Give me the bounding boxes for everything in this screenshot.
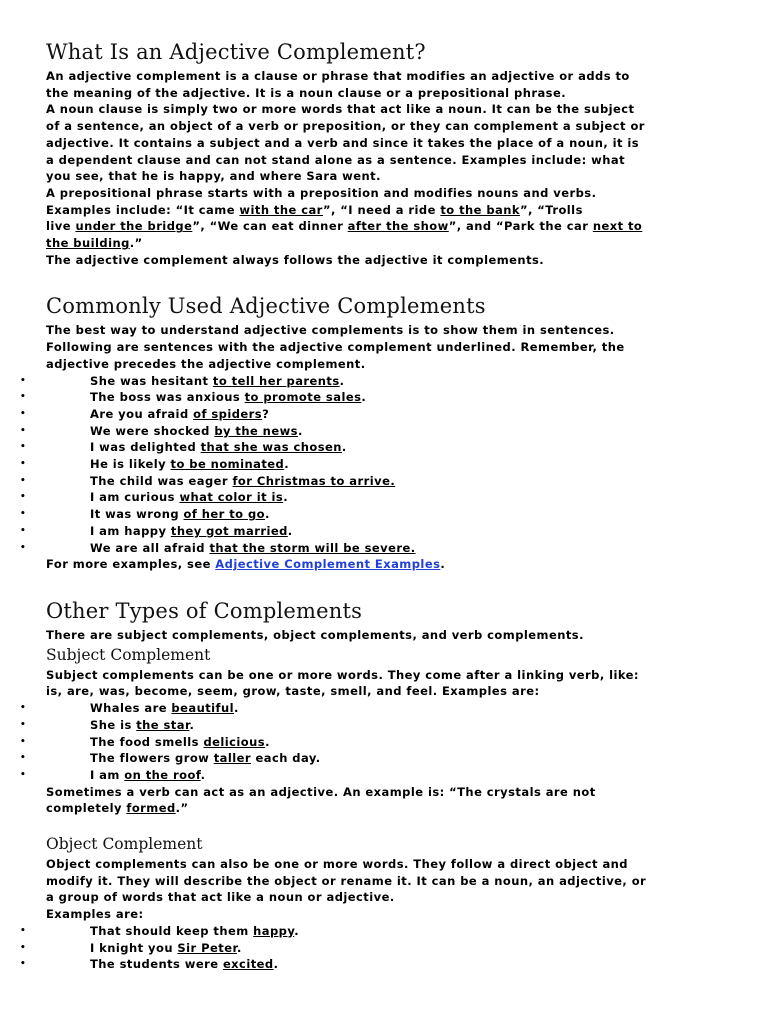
text-run: The food smells [90, 734, 204, 749]
text-run: . [265, 734, 270, 749]
text-run: The child was eager [90, 473, 233, 488]
paragraph-line [46, 667, 726, 684]
text-run: Sometimes a verb can act as an adjective. An example is: “The crystals are not [46, 784, 596, 799]
text-run: . [284, 457, 290, 472]
text-run: I am [90, 767, 125, 782]
text-run: It was wrong [90, 507, 184, 522]
text-run: . [287, 523, 293, 538]
text-run: completely [46, 801, 127, 816]
section-title-other-types: Other Types of Complements [46, 598, 363, 623]
text-run: . [200, 767, 206, 782]
text-run: I was delighted [90, 440, 201, 455]
text-run: of a sentence, an object of a verb or preposition, or they can complement a subject or [46, 119, 645, 134]
list-item [20, 423, 726, 440]
text-run: live [46, 219, 76, 234]
text-run: I am happy [90, 523, 171, 538]
underlined-complement: of her to go [183, 507, 265, 522]
text-run: a group of words that act like a noun or adjective. [46, 890, 395, 905]
text-run: That should keep them [90, 923, 254, 938]
text-run: The boss was anxious [90, 390, 245, 405]
bullet-icon: • [20, 959, 27, 970]
list-item [20, 540, 726, 557]
bullet-icon: • [20, 703, 27, 714]
underlined-complement: to the bank [440, 202, 520, 217]
text-run: . [361, 390, 367, 405]
bullet-icon: • [20, 769, 27, 780]
underlined-complement: that the storm will be severe. [209, 540, 416, 555]
text-run: A noun clause is simply two or more words that act like a noun. It can be the subject [46, 102, 635, 117]
text-run: Following are sentences with the adjective complement underlined. Remember, the [46, 340, 625, 355]
paragraph-line [46, 85, 726, 102]
paragraph-line [46, 322, 726, 339]
paragraph-line [46, 889, 726, 906]
text-run: a dependent clause and can not stand alone as a sentence. Examples include: what [46, 152, 626, 167]
paragraph-line [46, 68, 726, 85]
text-run: Object complements can also be one or more words. They follow a direct object and [46, 857, 628, 872]
paragraph-line [46, 185, 726, 202]
text-run: is, are, was, become, seem, grow, taste, smell, and feel. Examples are: [46, 684, 540, 699]
text-run: you see, that he is happy, and where Sara went. [46, 169, 381, 184]
paragraph-line [46, 683, 726, 700]
bullet-icon: • [20, 475, 27, 486]
list-item [20, 373, 726, 390]
more-examples-prefix: For more examples, see [46, 557, 216, 572]
text-run: . [341, 440, 347, 455]
list-item [20, 940, 726, 957]
underlined-complement: to promote sales [244, 390, 362, 405]
paragraph-line [46, 101, 726, 118]
paragraph-line [46, 135, 726, 152]
text-run: I am curious [90, 490, 180, 505]
text-run: Examples include: “It came [46, 202, 240, 217]
underlined-complement: they got married [170, 523, 288, 538]
text-run: modify it. They will describe the object or rename it. It can be a noun, an adjective, or [46, 873, 647, 888]
text-run: ? [262, 406, 270, 421]
list-item [20, 523, 726, 540]
bullet-icon: • [20, 442, 27, 453]
underlined-complement: taller [213, 751, 252, 766]
bullet-icon: • [20, 525, 27, 536]
text-run: . [265, 507, 270, 522]
list-item [20, 717, 726, 734]
bullet-icon: • [20, 925, 27, 936]
text-run: adjective precedes the adjective complement. [46, 356, 366, 371]
underlined-complement: for Christmas to arrive. [232, 473, 396, 488]
underlined-complement: after the show [347, 219, 449, 234]
paragraph-line [46, 356, 726, 373]
text-run: Subject complements can be one or more words. They come after a linking verb, like: [46, 667, 639, 682]
list-item [20, 489, 726, 506]
subject-complement-examples-list [20, 700, 726, 784]
text-run: An adjective complement is a clause or phrase that modifies an adjective or adds to [46, 69, 630, 83]
list-item [20, 439, 726, 456]
underlined-complement: with the car [239, 202, 324, 217]
text-run: the meaning of the adjective. It is a noun clause or a prepositional phrase. [46, 85, 567, 100]
list-item [20, 389, 726, 406]
paragraph-line [46, 873, 726, 890]
bullet-icon: • [20, 942, 27, 953]
text-run: Examples are: [46, 907, 144, 922]
list-item [20, 923, 726, 940]
text-run: . [273, 957, 279, 972]
text-run: . [236, 940, 242, 955]
list-item [20, 956, 726, 973]
text-run: He is likely [90, 457, 171, 472]
underlined-complement: formed [126, 801, 176, 816]
underlined-complement: what color it is [179, 490, 284, 505]
underlined-complement: on the roof [124, 767, 201, 782]
more-examples-suffix: . [440, 557, 446, 572]
underlined-complement: beautiful [171, 701, 235, 716]
subsection-title-object-complement: Object Complement [46, 835, 203, 854]
paragraph-line [46, 118, 726, 135]
text-run: She is [90, 717, 137, 732]
section1-body [46, 68, 726, 268]
text-run: We were shocked [90, 423, 215, 438]
text-run: She was hesitant [90, 373, 213, 388]
text-run: ”, “I need a ride [323, 202, 441, 217]
list-item [20, 406, 726, 423]
underlined-complement: the star [136, 717, 190, 732]
text-run: each day. [251, 751, 321, 766]
text-run: . [297, 423, 303, 438]
underlined-complement: happy [253, 923, 295, 938]
underlined-complement: next to [592, 219, 643, 234]
list-item [20, 700, 726, 717]
paragraph-line [46, 168, 726, 185]
bullet-icon: • [20, 509, 27, 520]
text-run: . [189, 717, 195, 732]
bullet-icon: • [20, 542, 27, 553]
text-run: We are all afraid [90, 540, 210, 555]
text-run: ”, “We can eat dinner [192, 219, 348, 234]
underlined-complement: the building [46, 236, 130, 251]
paragraph-line [46, 218, 726, 235]
section-title-what-is: What Is an Adjective Complement? [46, 40, 426, 64]
paragraph-line [46, 252, 726, 269]
paragraph-line [46, 906, 726, 923]
bullet-icon: • [20, 736, 27, 747]
text-run: The flowers grow [90, 751, 214, 766]
bullet-icon: • [20, 392, 27, 403]
underlined-complement: Sir Peter [177, 940, 237, 955]
paragraph-line [46, 784, 726, 801]
object-complement-examples-list [20, 923, 726, 973]
subsection-title-subject-complement: Subject Complement [46, 645, 211, 664]
text-run: . [234, 701, 239, 716]
text-run: .” [175, 801, 189, 816]
underlined-complement: that she was chosen [200, 440, 342, 455]
text-run: There are subject complements, object complements, and verb complements. [46, 627, 584, 642]
text-run: The students were [90, 957, 223, 972]
bullet-icon: • [20, 425, 27, 436]
underlined-complement: under the bridge [75, 219, 193, 234]
list-item [20, 473, 726, 490]
text-run: The best way to understand adjective complements is to show them in sentences. [46, 323, 615, 338]
paragraph-line [46, 856, 726, 873]
text-run: I knight you [90, 940, 178, 955]
underlined-complement: delicious [203, 734, 266, 749]
paragraph-line [46, 627, 726, 644]
bullet-icon: • [20, 459, 27, 470]
text-run: . [339, 373, 345, 388]
text-run: ”, and “Park the car [448, 219, 593, 234]
subject-after [46, 784, 726, 817]
adjective-complement-examples-list [20, 373, 726, 557]
list-item [20, 734, 726, 751]
paragraph-line [46, 800, 726, 817]
more-examples-line [46, 556, 726, 573]
bullet-icon: • [20, 375, 27, 386]
adjective-complement-examples-link[interactable]: Adjective Complement Examples [215, 557, 441, 572]
document-page [20, 36, 726, 973]
text-run: .” [129, 236, 143, 251]
bullet-icon: • [20, 753, 27, 764]
underlined-complement: by the news [214, 423, 298, 438]
list-item [20, 456, 726, 473]
text-run: . [283, 490, 289, 505]
section-title-commonly-used: Commonly Used Adjective Complements [46, 294, 486, 319]
subject-intro [46, 667, 726, 700]
section3-intro [46, 627, 726, 644]
section2-intro [46, 322, 726, 372]
underlined-complement: of spiders [193, 406, 263, 421]
text-run: Whales are [90, 701, 172, 716]
underlined-complement: to tell her parents [212, 373, 340, 388]
paragraph-line [46, 235, 726, 252]
text-run: ”, “Trolls [520, 202, 583, 217]
list-item [20, 767, 726, 784]
text-run: . [294, 923, 300, 938]
text-run: adjective. It contains a subject and a verb and since it takes the place of a noun, it is [46, 135, 640, 150]
paragraph-line [46, 339, 726, 356]
bullet-icon: • [20, 492, 27, 503]
text-run: Are you afraid [90, 406, 194, 421]
paragraph-line [46, 152, 726, 169]
list-item [20, 750, 726, 767]
text-run: A prepositional phrase starts with a preposition and modifies nouns and verbs. [46, 185, 597, 200]
underlined-complement: excited [222, 957, 274, 972]
text-run: The adjective complement always follows the adjective it complements. [46, 252, 545, 267]
underlined-complement: to be nominated [170, 457, 285, 472]
bullet-icon: • [20, 408, 27, 419]
list-item [20, 506, 726, 523]
object-intro [46, 856, 726, 923]
bullet-icon: • [20, 719, 27, 730]
paragraph-line [46, 202, 726, 219]
